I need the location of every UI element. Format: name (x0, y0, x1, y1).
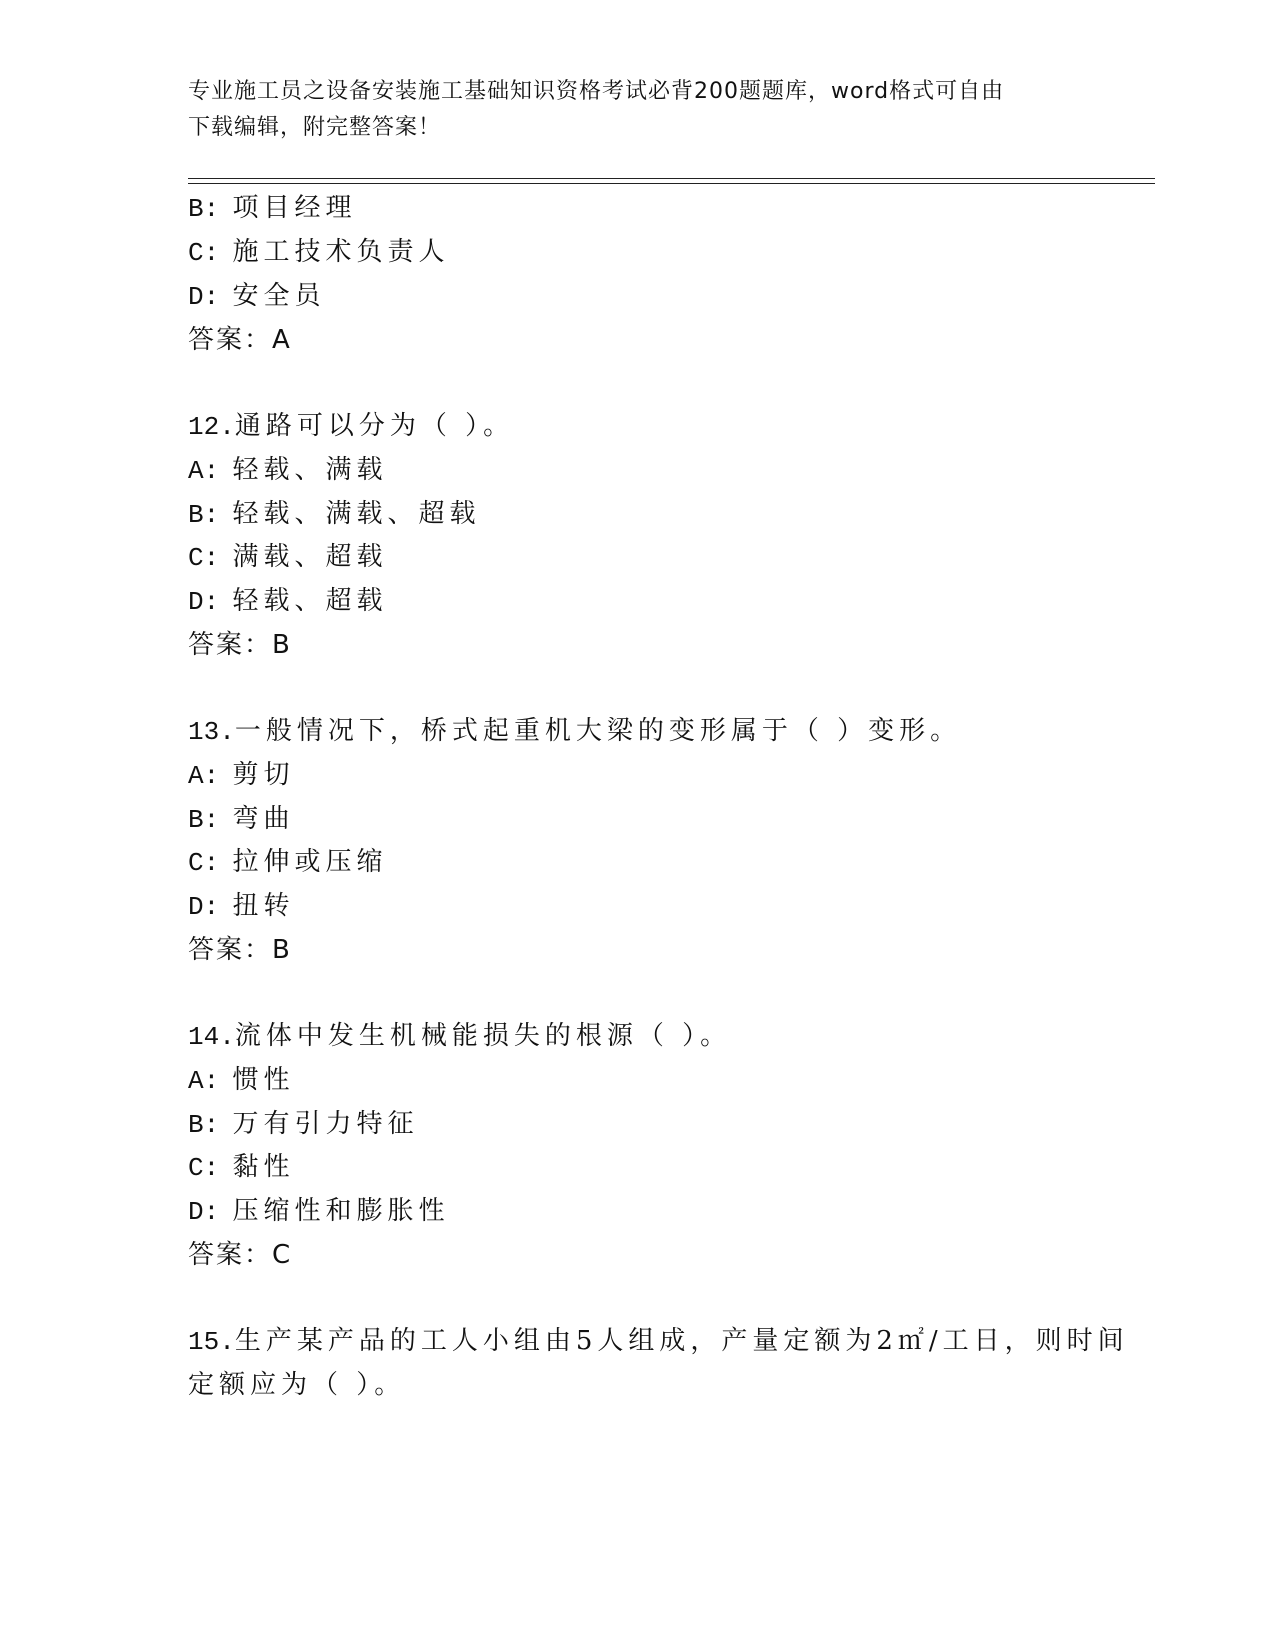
question-number: 13. (188, 717, 235, 747)
question-text: 生产某产品的工人小组由5人组成，产量定额为2㎡/工日，则时间 (234, 1326, 1129, 1356)
option-letter: B: (188, 805, 220, 835)
block0-option-c (188, 232, 450, 272)
q13-option-a (188, 755, 295, 795)
q15-stem-line-1 (188, 1321, 1129, 1361)
document-header (188, 74, 1068, 146)
q12-option-d (188, 581, 388, 621)
header-line-2: 下载编辑，附完整答案！ (188, 115, 442, 140)
option-text: 轻载、满载 (232, 455, 388, 485)
option-text: 项目经理 (232, 193, 357, 223)
q14-answer: 答案：C (188, 1240, 293, 1270)
option-letter: A: (188, 761, 220, 791)
q14-stem (188, 1016, 731, 1056)
question-text: 通路可以分为（ ）。 (234, 411, 515, 441)
block0-option-b (188, 188, 357, 228)
question-text: 流体中发生机械能损失的根源（ ）。 (234, 1021, 732, 1051)
q13-stem (188, 711, 961, 751)
q12-stem (188, 406, 514, 446)
q14-option-d (188, 1191, 450, 1231)
q14-option-b (188, 1104, 419, 1144)
header-divider-bottom (188, 183, 1155, 184)
header-line-1: 专业施工员之设备安装施工基础知识资格考试必背200题题库，word格式可自由 (188, 79, 1005, 104)
option-text: 扭转 (232, 891, 295, 921)
block0-option-d (188, 276, 326, 316)
option-text: 压缩性和膨胀性 (232, 1196, 450, 1226)
option-letter: A: (188, 1066, 220, 1096)
option-letter: A: (188, 456, 220, 486)
option-letter: C: (188, 543, 220, 573)
option-letter: D: (188, 1197, 220, 1227)
q12-option-b (188, 494, 481, 534)
question-number: 12. (188, 412, 235, 442)
option-text: 万有引力特征 (232, 1109, 419, 1139)
option-letter: B: (188, 500, 220, 530)
option-text: 惯性 (232, 1065, 295, 1095)
q13-answer: 答案：B (188, 935, 292, 965)
question-number: 14. (188, 1022, 235, 1052)
option-text: 轻载、满载、超载 (232, 499, 481, 529)
q12-option-a (188, 450, 388, 490)
option-text: 弯曲 (232, 804, 295, 834)
option-text: 施工技术负责人 (232, 237, 450, 267)
option-letter: C: (188, 1153, 220, 1183)
q14-option-c (188, 1147, 295, 1187)
q12-answer: 答案：B (188, 630, 292, 660)
option-text: 轻载、超载 (232, 586, 388, 616)
q13-option-c (188, 842, 388, 882)
option-letter: D: (188, 892, 220, 922)
option-text: 黏性 (232, 1152, 295, 1182)
option-text: 剪切 (232, 760, 295, 790)
q13-option-d (188, 886, 295, 926)
q15-stem-line-2: 定额应为（ ）。 (188, 1370, 406, 1400)
option-letter: B: (188, 1110, 220, 1140)
option-letter: D: (188, 587, 220, 617)
q12-option-c (188, 537, 388, 577)
option-letter: C: (188, 848, 220, 878)
q14-option-a (188, 1060, 295, 1100)
question-number: 15. (188, 1327, 235, 1357)
header-divider-top (188, 178, 1155, 179)
question-text: 一般情况下，桥式起重机大梁的变形属于（ ）变形。 (234, 716, 962, 746)
option-text: 拉伸或压缩 (232, 847, 388, 877)
q13-option-b (188, 799, 295, 839)
option-letter: B: (188, 194, 220, 224)
option-letter: C: (188, 238, 220, 268)
option-text: 满载、超载 (232, 542, 388, 572)
block0-answer: 答案：A (188, 325, 292, 355)
option-letter: D: (188, 282, 220, 312)
option-text: 安全员 (232, 281, 326, 311)
